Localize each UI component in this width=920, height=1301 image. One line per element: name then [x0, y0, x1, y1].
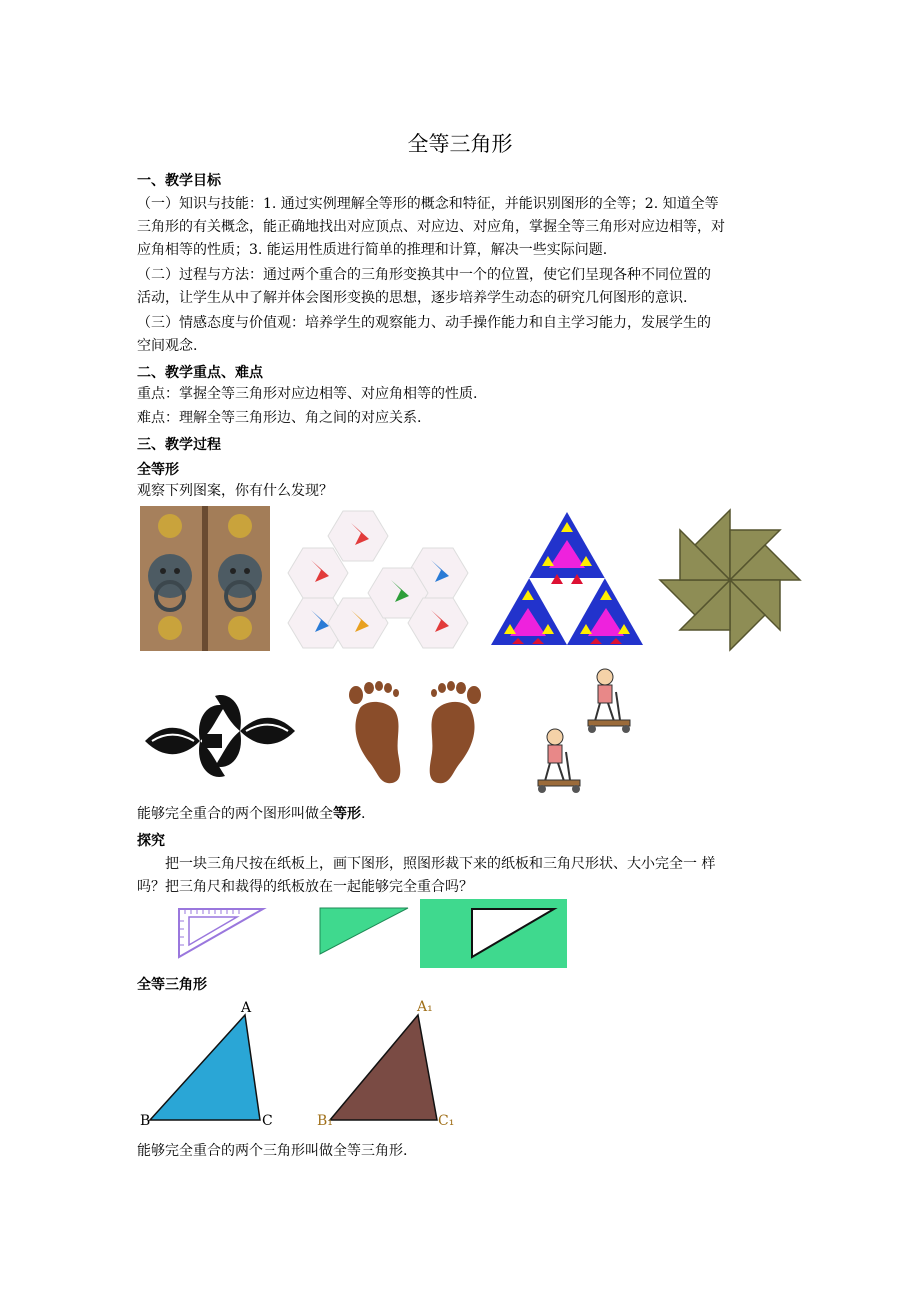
observe-prompt: 观察下列图案，你有什么发现？	[137, 483, 333, 499]
definition-period: .	[361, 806, 366, 822]
key-point-text: 重点：掌握全等三角形对应边相等、对应角相等的性质.	[137, 386, 478, 402]
objective-knowledge-line: 三角形的有关概念，能正确地找出对应顶点、对应边、对应角，掌握全等三角形对应边相等，对	[137, 219, 725, 235]
subheading-explore: 探究	[137, 833, 165, 849]
congruent-figure-definition	[137, 803, 787, 826]
hexagon-stamps-image	[283, 508, 478, 653]
difficult-point-text: 难点：理解全等三角形边、角之间的对应关系.	[137, 410, 422, 426]
objective-knowledge-line: 应角相等的性质；3. 能运用性质进行简单的推理和计算，解决一些实际问题.	[137, 242, 608, 258]
objective-process-line: （二）过程与方法：通过两个重合的三角形变换其中一个的位置，使它们呈现各种不同位置的	[137, 267, 711, 283]
vertex-label-a: A	[241, 1000, 252, 1016]
subheading-congruent-triangles: 全等三角形	[137, 977, 207, 993]
objective-attitude-line: （三）情感态度与价值观：培养学生的观察能力、动手操作能力和自主学习能力，发展学生的	[137, 315, 711, 331]
vertex-label-c: C	[262, 1113, 273, 1129]
pinwheel-image	[655, 505, 805, 655]
fleur-ornament-image	[140, 686, 300, 786]
objective-knowledge-line: （一）知识与技能：1. 通过实例理解全等形的概念和特征，并能识别图形的全等；2. 知道全等	[137, 196, 719, 212]
section-heading-objectives: 一、教学目标	[137, 173, 221, 189]
vertex-label-a1: A₁	[417, 999, 433, 1015]
vertex-label-c1: C₁	[438, 1113, 455, 1129]
objective-knowledge	[137, 193, 787, 262]
objective-attitude	[137, 312, 787, 358]
definition-term: 等形	[333, 806, 361, 822]
section-heading-key-points: 二、教学重点、难点	[137, 365, 263, 381]
door-knocker-image	[140, 506, 270, 651]
page-title: 全等三角形	[407, 132, 513, 156]
explore-text	[137, 853, 787, 899]
definition-text: 能够完全重合的两个图形叫做全	[137, 806, 333, 822]
vertex-label-b: B	[140, 1113, 151, 1129]
subheading-congruent-figures: 全等形	[137, 462, 179, 478]
objective-process-line: 活动，让学生从中了解并体会图形变换的思想，逐步培养学生动态的研究几何图形的意识.	[137, 290, 688, 306]
explore-line: 把一块三角尺按在纸板上，画下图形，照图形裁下来的纸板和三角尺形状、大小完全一 样	[137, 856, 716, 872]
congruent-triangle-definition: 能够完全重合的两个三角形叫做全等三角形.	[137, 1143, 408, 1159]
vertex-label-b1: B₁	[317, 1113, 333, 1129]
set-square-image	[175, 905, 267, 961]
objective-attitude-line: 空间观念.	[137, 338, 198, 354]
section-heading-process: 三、教学过程	[137, 437, 221, 453]
objective-process	[137, 264, 787, 310]
footprints-image	[340, 673, 490, 788]
scooter-children-image	[520, 665, 640, 800]
sierpinski-triangle-image	[490, 510, 645, 647]
cut-triangle-image	[318, 906, 410, 956]
explore-line: 吗？把三角尺和裁得的纸板放在一起能够完全重合吗？	[137, 879, 473, 895]
board-with-hole-image	[420, 899, 567, 968]
